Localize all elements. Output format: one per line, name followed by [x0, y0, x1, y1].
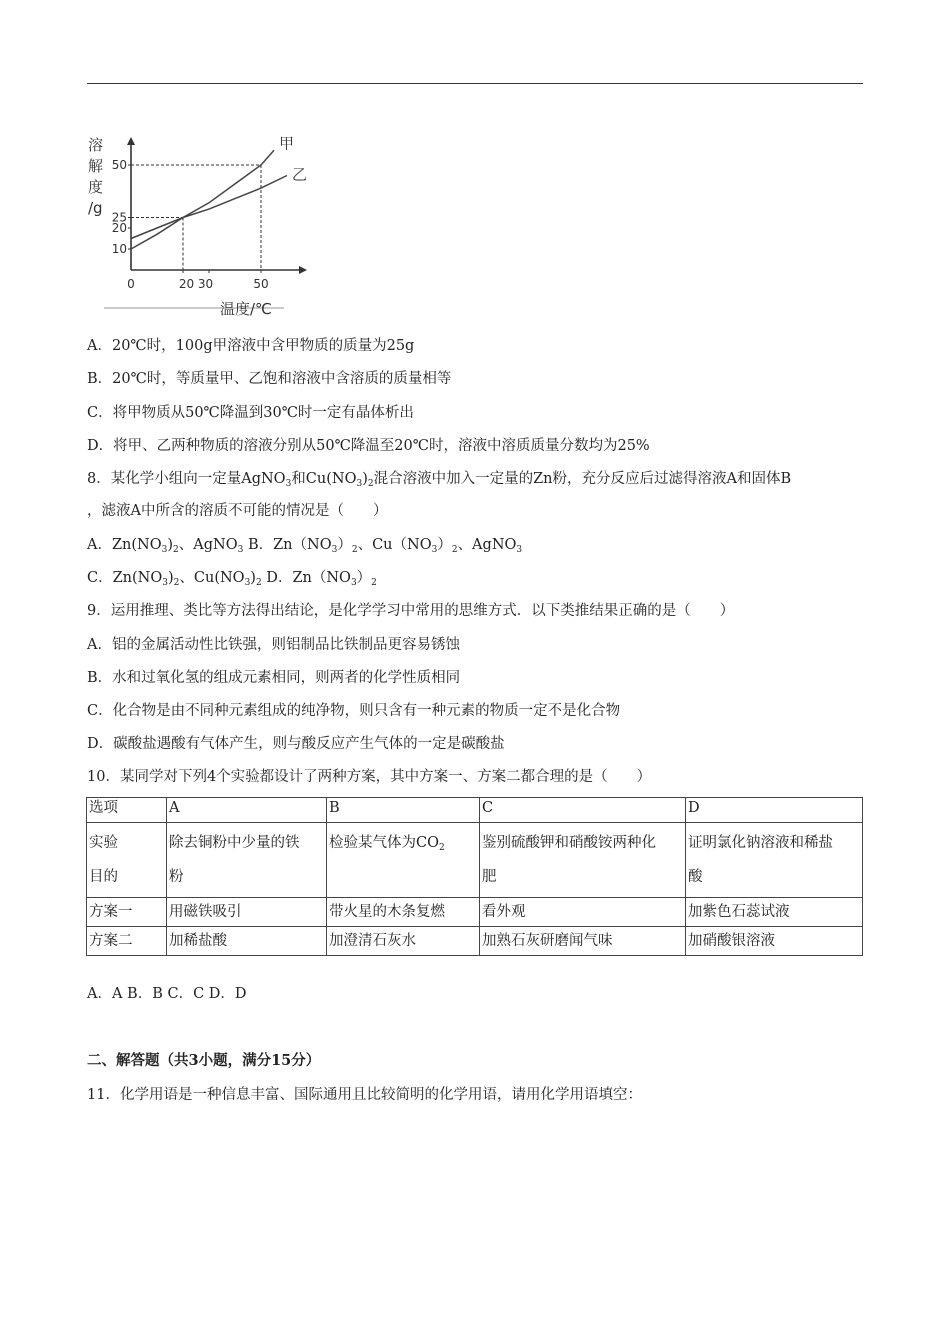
cell-subscript: 2 [438, 843, 445, 853]
y-tick-label: 10 [111, 242, 127, 256]
q8-stem-part: 和Cu(NO [291, 471, 357, 487]
q8-opt-part: ) [250, 570, 256, 586]
cell-text: 除去铜粉中少量的铁 [169, 835, 300, 851]
table-header-cell: 选项 [87, 798, 167, 823]
cell-text: 目的 [89, 869, 118, 885]
y-axis-label: 溶 [88, 136, 104, 154]
q9-option-c: C．化合物是由不同种元素组成的纯净物，则只含有一种元素的物质一定不是化合物 [87, 703, 621, 719]
table-cell [167, 823, 327, 898]
q8-opt-part: A．Zn(NO [87, 537, 162, 553]
q8-opt-part: ) [167, 570, 174, 586]
x-tick-label: 50 [253, 277, 269, 291]
q9-stem: 9．运用推理、类比等方法得出结论，是化学学习中常用的思维方式．以下类推结果正确的是（ ） [87, 603, 735, 619]
table-cell: 加紫色石蕊试液 [686, 898, 863, 927]
cell-text: 粉 [169, 869, 184, 885]
q8-stem-line2: ，滤液A中所含的溶质不可能的情况是（ ） [87, 503, 388, 519]
cell-text: 酸 [688, 869, 703, 885]
q8-subscript: 2 [351, 545, 358, 555]
y-axis-label: 度 [88, 178, 104, 196]
q8-options-ab [87, 535, 522, 560]
y-tick-label: 25 [111, 210, 127, 225]
q8-subscript: 3 [516, 545, 523, 555]
table-cell: 加硝酸银溶液 [686, 927, 863, 956]
cell-text: 肥 [482, 869, 497, 885]
q8-opt-part: ） [356, 570, 372, 586]
header-rule [87, 83, 863, 84]
q8-subscript: 2 [173, 578, 180, 588]
experiment-table [86, 797, 863, 956]
y-tick-label: 50 [111, 158, 127, 172]
table-row [87, 798, 863, 823]
q8-subscript: 2 [255, 578, 262, 588]
x-tick-label: 20 30 [178, 277, 214, 291]
table-cell [480, 823, 686, 898]
y-axis-arrow [127, 137, 135, 145]
table-cell: 带火星的木条复燃 [327, 898, 480, 927]
q7-option-c: C．将甲物质从50℃降温到30℃时一定有晶体析出 [87, 405, 414, 421]
y-axis-label: 解 [88, 157, 104, 175]
table-cell: 加澄清石灰水 [327, 927, 480, 956]
q9-option-a: A．铝的金属活动性比铁强，则铝制品比铁制品更容易锈蚀 [87, 637, 460, 653]
q8-subscript: 2 [367, 479, 374, 489]
q8-stem-part: 8．某化学小组向一定量AgNO [87, 471, 286, 487]
table-cell [327, 823, 480, 898]
table-header-cell: B [327, 798, 480, 823]
q7-option-a: A．20℃时，100g甲溶液中含甲物质的质量为25g [87, 338, 415, 354]
y-tick-label: 20 [111, 221, 127, 235]
section2-title: 二、解答题（共3小题，满分15分） [87, 1052, 321, 1069]
x-axis-arrow [299, 266, 307, 274]
q8-subscript: 3 [331, 545, 338, 555]
series-line-yi [131, 176, 287, 239]
x-tick-label: 0 [127, 277, 135, 291]
q8-subscript: 3 [237, 545, 244, 555]
table-cell: 加熟石灰研磨闻气味 [480, 927, 686, 956]
series-label: 乙 [292, 165, 308, 184]
q8-stem-part: 混合溶液中加入一定量的Zn粉，充分反应后过滤得溶液A和固体B [373, 471, 792, 487]
table-cell [686, 823, 863, 898]
q8-subscript: 3 [244, 578, 251, 588]
q8-subscript: 3 [350, 578, 357, 588]
q8-subscript: 3 [285, 479, 292, 489]
q7-option-b: B．20℃时，等质量甲、乙饱和溶液中含溶质的质量相等 [87, 371, 452, 387]
q8-opt-part: ） [437, 537, 452, 553]
table-cell: 加稀盐酸 [167, 927, 327, 956]
table-header-cell: A [167, 798, 327, 823]
cell-text: 证明氯化钠溶液和稀盐 [688, 835, 833, 851]
y-axis-label: /g [88, 199, 103, 217]
solubility-chart [84, 130, 308, 320]
cell-text: 检验某气体为CO [329, 835, 439, 851]
q8-subscript: 3 [431, 545, 438, 555]
table-row [87, 898, 863, 927]
q8-stem-line1 [87, 469, 791, 494]
table-row [87, 927, 863, 956]
series-label: 甲 [279, 134, 295, 153]
q10-stem: 10．某同学对下列4个实验都设计了两种方案，其中方案一、方案二都合理的是（ ） [87, 769, 652, 785]
q7-option-d: D．将甲、乙两种物质的溶液分别从50℃降温至20℃时，溶液中溶质质量分数均为25% [87, 438, 650, 454]
q8-opt-part: 、AgNO [457, 537, 517, 553]
q9-option-d: D．碳酸盐遇酸有气体产生，则与酸反应产生气体的一定是碳酸盐 [87, 736, 505, 752]
q8-opt-part: 、Cu(NO [179, 570, 245, 586]
table-header-cell: C [480, 798, 686, 823]
q8-subscript: 2 [371, 578, 377, 588]
q8-subscript: 2 [451, 545, 458, 555]
table-cell: 方案二 [87, 927, 167, 956]
q9-option-b: B．水和过氧化氢的组成元素相同，则两者的化学性质相同 [87, 670, 461, 686]
table-cell [87, 823, 167, 898]
q8-subscript: 2 [173, 545, 179, 555]
table-row [87, 823, 863, 898]
q8-opt-part: ) [167, 537, 174, 553]
q8-opt-part: D．Zn（NO [261, 570, 351, 586]
table-header-cell: D [686, 798, 863, 823]
table-cell: 方案一 [87, 898, 167, 927]
q11-stem: 11．化学用语是一种信息丰富、国际通用且比较简明的化学用语，请用化学用语填空： [87, 1087, 642, 1103]
q8-opt-part: C．Zn(NO [87, 570, 163, 586]
q8-opt-part: 、Cu（NO [357, 537, 432, 553]
q8-options-cd [87, 568, 377, 593]
q8-opt-part: 、AgNO [178, 537, 238, 553]
q8-subscript: 3 [161, 545, 168, 555]
cell-text: 鉴别硫酸钾和硝酸铵两种化 [482, 835, 656, 851]
cell-text: 实验 [89, 835, 118, 851]
q8-subscript: 3 [356, 479, 363, 489]
q8-opt-part: ） [337, 537, 352, 553]
q8-subscript: 3 [162, 578, 168, 588]
q10-options: A．A B．B C．C D．D [87, 986, 247, 1002]
table-cell: 用磁铁吸引 [167, 898, 327, 927]
q8-opt-part: B．Zn（NO [243, 537, 332, 553]
x-axis-label: 温度/℃ [220, 300, 272, 318]
table-cell: 看外观 [480, 898, 686, 927]
q8-stem-part: ) [362, 471, 368, 487]
